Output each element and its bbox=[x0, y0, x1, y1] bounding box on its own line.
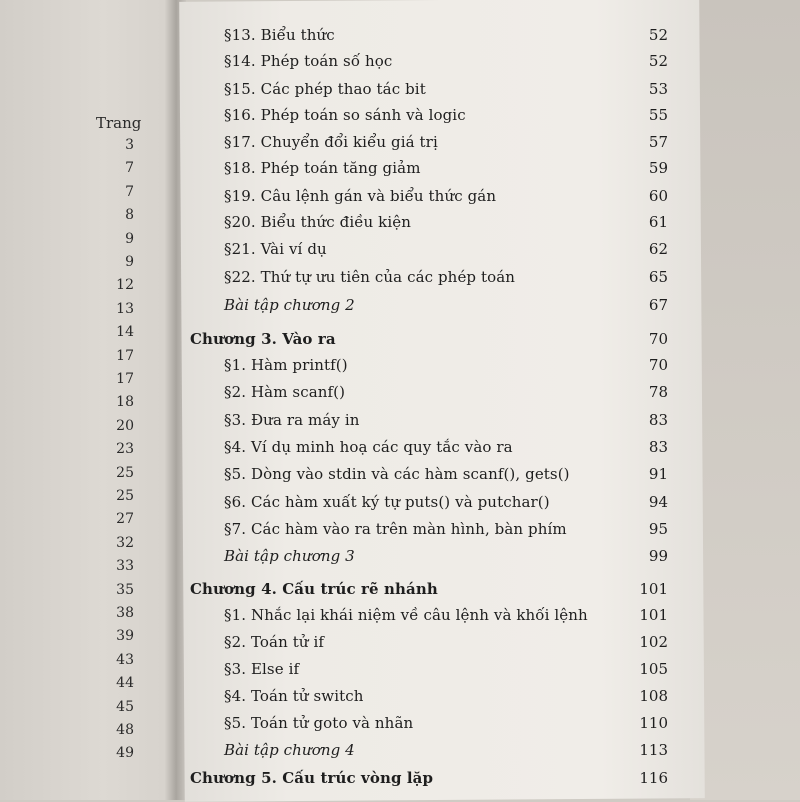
toc-section-row bbox=[190, 493, 668, 517]
left-page-number: 7 bbox=[125, 183, 134, 200]
toc-entry-title: §19. Câu lệnh gán và biểu thức gán bbox=[224, 187, 497, 205]
toc-section-row bbox=[190, 356, 668, 380]
left-page-number: 39 bbox=[116, 628, 134, 645]
toc-section-row bbox=[190, 411, 668, 435]
left-page-number: 7 bbox=[125, 160, 134, 177]
toc-section-row bbox=[190, 187, 668, 211]
left-page-number: 20 bbox=[116, 417, 134, 434]
toc-section-row bbox=[190, 26, 668, 50]
toc-entry-page: 105 bbox=[639, 660, 668, 678]
toc-entry-page: 67 bbox=[648, 296, 668, 314]
left-page-number: 44 bbox=[116, 675, 134, 692]
toc-section-row bbox=[190, 106, 668, 130]
left-page-number: 23 bbox=[116, 441, 134, 458]
left-page-number: 9 bbox=[125, 254, 134, 270]
toc-entry-title: §5. Dòng vào stdin và các hàm scanf(), gets() bbox=[224, 465, 570, 483]
left-page-number: 25 bbox=[116, 488, 134, 504]
left-page-number: 49 bbox=[116, 745, 134, 762]
toc-entry-title: §3. Else if bbox=[224, 660, 300, 678]
toc-chapter-row bbox=[190, 769, 668, 793]
toc-entry-page: 113 bbox=[639, 741, 668, 759]
toc-entry-page: 59 bbox=[648, 159, 668, 177]
toc-section-row bbox=[190, 660, 668, 684]
toc-entry-title: §15. Các phép thao tác bit bbox=[224, 80, 426, 98]
toc-entry-title: Bài tập chương 2 bbox=[224, 296, 355, 314]
left-column-label: Trang bbox=[96, 114, 142, 132]
toc-entry-title: §17. Chuyển đổi kiểu giá trị bbox=[224, 133, 438, 151]
toc-entry-page: 78 bbox=[648, 383, 668, 401]
toc-entry-page: 62 bbox=[648, 240, 668, 258]
left-page-number: 43 bbox=[116, 651, 134, 668]
toc-section-row bbox=[190, 633, 668, 657]
toc-section-row bbox=[190, 606, 668, 630]
left-page-number: 45 bbox=[116, 698, 134, 715]
toc-entry-title: §22. Thứ tự ưu tiên của các phép toán bbox=[224, 268, 516, 286]
toc-chapter-row bbox=[190, 330, 668, 354]
toc-entry-page: 57 bbox=[648, 133, 668, 151]
toc-exercise-row bbox=[190, 741, 668, 765]
toc-entry-title: §18. Phép toán tăng giảm bbox=[224, 159, 421, 177]
toc-entry-title: §4. Ví dụ minh hoạ các quy tắc vào ra bbox=[224, 438, 513, 456]
toc-entry-page: 91 bbox=[648, 465, 668, 483]
toc-entry-title: Chương 3. Vào ra bbox=[190, 330, 336, 348]
toc-entry-page: 83 bbox=[648, 411, 668, 429]
toc-entry-title: §2. Hàm scanf() bbox=[224, 383, 346, 401]
toc-section-row bbox=[190, 80, 668, 104]
toc-section-row bbox=[190, 687, 668, 711]
toc-section-row bbox=[190, 438, 668, 462]
toc-entry-title: §6. Các hàm xuất ký tự puts() và putchar() bbox=[224, 493, 550, 511]
toc-entry-title: Chương 4. Cấu trúc rẽ nhánh bbox=[190, 580, 438, 598]
toc-entry-title: §3. Đưa ra máy in bbox=[224, 411, 360, 429]
left-page-number: 35 bbox=[116, 581, 134, 598]
toc-entry-page: 99 bbox=[648, 547, 668, 565]
toc-entry-page: 55 bbox=[648, 106, 668, 124]
toc-exercise-row bbox=[190, 547, 668, 571]
toc-entry-title: §1. Hàm printf() bbox=[224, 356, 348, 374]
left-page-number: 17 bbox=[116, 347, 134, 364]
background-surface bbox=[690, 0, 800, 800]
toc-section-row bbox=[190, 714, 668, 738]
toc-entry-page: 101 bbox=[639, 606, 668, 624]
toc-entry-page: 52 bbox=[648, 52, 668, 70]
toc-entry-title: §4. Toán tử switch bbox=[224, 687, 364, 705]
left-page-number: 12 bbox=[116, 277, 134, 294]
left-page-number: 38 bbox=[116, 605, 134, 621]
toc-entry-page: 94 bbox=[648, 493, 668, 511]
left-page bbox=[0, 0, 172, 800]
toc-entry-page: 110 bbox=[639, 714, 668, 732]
toc-entry-page: 65 bbox=[648, 268, 668, 286]
toc-entry-page: 83 bbox=[648, 438, 668, 456]
toc-entry-page: 101 bbox=[639, 580, 668, 598]
left-page-number: 18 bbox=[116, 394, 134, 411]
left-page-number: 25 bbox=[116, 464, 134, 481]
toc-entry-title: §2. Toán tử if bbox=[224, 633, 325, 651]
toc-entry-page: 95 bbox=[648, 520, 668, 538]
toc-entry-page: 60 bbox=[648, 187, 668, 205]
toc-section-row bbox=[190, 159, 668, 183]
left-page-number: 33 bbox=[116, 558, 134, 575]
toc-entry-page: 70 bbox=[648, 330, 668, 348]
toc-entry-title: §1. Nhắc lại khái niệm về câu lệnh và khối lệnh bbox=[224, 606, 588, 624]
left-page-number: 9 bbox=[125, 230, 134, 247]
toc-section-row bbox=[190, 133, 668, 157]
toc-entry-title: §21. Vài ví dụ bbox=[224, 240, 327, 258]
toc-entry-title: Chương 5. Cấu trúc vòng lặp bbox=[190, 769, 434, 787]
toc-entry-title: §14. Phép toán số học bbox=[224, 52, 393, 70]
toc-entry-title: §7. Các hàm vào ra trên màn hình, bàn phím bbox=[224, 520, 567, 538]
toc-section-row bbox=[190, 52, 668, 76]
toc-chapter-row bbox=[190, 580, 668, 604]
toc-section-row bbox=[190, 520, 668, 544]
toc-section-row bbox=[190, 268, 668, 292]
toc-section-row bbox=[190, 213, 668, 237]
left-page-number: 8 bbox=[125, 207, 134, 224]
toc-entry-page: 53 bbox=[648, 80, 668, 98]
left-page-number: 13 bbox=[116, 300, 134, 317]
toc-entry-page: 52 bbox=[648, 26, 668, 44]
toc-section-row bbox=[190, 465, 668, 489]
toc-section-row bbox=[190, 240, 668, 264]
toc-entry-title: Bài tập chương 4 bbox=[224, 741, 355, 759]
left-page-number: 32 bbox=[116, 534, 134, 551]
toc-entry-page: 70 bbox=[648, 356, 668, 374]
left-page-number: 17 bbox=[116, 371, 134, 387]
left-page-number: 27 bbox=[116, 511, 134, 528]
toc-entry-title: §16. Phép toán so sánh và logic bbox=[224, 106, 466, 124]
toc-section-row bbox=[190, 383, 668, 407]
toc-entry-title: §13. Biểu thức bbox=[224, 26, 335, 44]
toc-exercise-row bbox=[190, 296, 668, 320]
toc-entry-page: 102 bbox=[639, 633, 668, 651]
toc-entry-title: §5. Toán tử goto và nhãn bbox=[224, 714, 414, 732]
left-page-number: 3 bbox=[125, 137, 134, 153]
toc-entry-page: 108 bbox=[639, 687, 668, 705]
toc-entry-page: 61 bbox=[648, 213, 668, 231]
left-page-number: 48 bbox=[116, 722, 134, 738]
left-page-number: 14 bbox=[116, 324, 134, 341]
toc-entry-page: 116 bbox=[639, 769, 668, 787]
toc-entry-title: §20. Biểu thức điều kiện bbox=[224, 213, 411, 231]
toc-entry-title: Bài tập chương 3 bbox=[224, 547, 355, 565]
